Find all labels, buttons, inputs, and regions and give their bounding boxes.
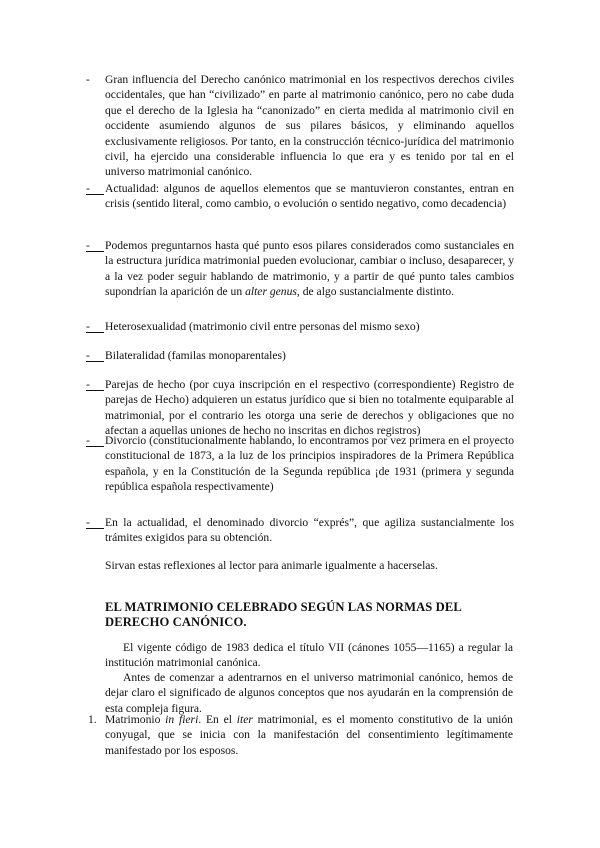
list-item [86,72,514,180]
text-run: matrimonial, es el momento constitutivo de la unión conyugal, que se inicia con la manifestación del consentimiento legítimamente manifestado por los esposos. [105,713,513,757]
list-item [86,348,514,363]
list-item-text: Heterosexualidad (matrimonio civil entre personas del mismo sexo) [105,320,420,333]
list-dash: - [86,348,104,362]
italic-term: iter [236,713,253,726]
list-dash: - [86,515,104,529]
text-run: Podemos preguntarnos hasta qué punto esos pilares considerados como sustanciales en la estructura jurídica matrimonial pueden evolucionar, cambiar o incluso, desaparecer, y a la vez poder seguir hablando de matrimonio, y a partir de qué punto tales cambios supondrían la aparición de un [105,239,514,299]
text-run: Matrimonio [105,713,166,726]
list-item-text [105,238,514,300]
concepts-paragraph: Antes de comenzar a adentrarnos en el universo matrimonial canónico, hemos de dejar claro el significado de algunos conceptos que nos ayudarán en la comprensión de esta compleja figura. [105,671,513,715]
list-item-text: Divorcio (constitucionalmente hablando, lo encontramos por vez primera en el proyecto constitucional de 1873, a la luz de los principios inspiradores de la Primera República española, y en la Constitución de la Segunda república ¡de 1931 (primera y segunda república española respectivamente) [105,434,514,494]
text-run: , de algo sustancialmente distinto. [296,285,455,299]
italic-term: in fieri [165,713,199,726]
list-dash: - [86,73,90,86]
list-item [86,433,514,495]
list-item-text: Actualidad: algunos de aquellos elementos que se mantuvieron constantes, entran en crisis (sentido literal, como cambio, o evolución o sentido negativo, como decadencia) [105,182,514,211]
list-dash: - [86,433,104,447]
list-dash: - [86,319,104,333]
list-item-text: Parejas de hecho (por cuya inscripción en el respectivo (correspondiente) Registro de parejas de Hecho) adquieren un estatus jurídico que si bien no totalmente equiparable al matrimonial, por el contrario les otorga una serie de derechos y obligaciones que no afectan a aquellas uniones de hecho no inscritas en dichos registros) [105,378,514,438]
list-dash: - [86,238,104,252]
italic-term: alter genus [245,285,297,299]
list-item-text: Bilateralidad (familas monoparentales) [105,349,286,362]
list-dash: - [86,181,104,195]
list-item [86,319,514,334]
list-item [86,238,514,300]
list-dash: - [86,377,104,391]
list-item [86,377,514,439]
list-item-text: En la actualidad, el denominado divorcio “exprés”, que agiliza sustancialmente los trámites exigidos para su obtención. [105,516,514,545]
section-heading: EL MATRIMONIO CELEBRADO SEGÚN LAS NORMAS DEL DERECHO CANÓNICO. [105,600,462,629]
list-item [86,515,514,546]
item-number: 1. [88,713,97,726]
numbered-item-text [105,712,513,758]
numbered-item [88,712,513,758]
list-item [86,181,514,212]
closing-sentence: Sirvan estas reflexiones al lector para animarle igualmente a hacerselas. [105,559,438,572]
list-item-text: Gran influencia del Derecho canónico matrimonial en los respectivos derechos civiles occidentales, que han “civilizado” en parte al matrimonio canónico, pero no cabe duda que el derecho de la Iglesia ha “canonizado” en cierta medida al matrimonio civil en occidente asumiendo algunos de sus pilares básicos, y eliminando aquellos exclusivamente religiosos. Por tanto, en la construcción técnico-jurídica del matrimonio civil, ha ejercido una considerable influencia lo que era y es tenido por tal en el universo matrimonial canónico. [105,73,514,179]
intro-paragraph: El vigente código de 1983 dedica el título VII (cánones 1055—1165) a regular la institución matrimonial canónica. [105,641,513,670]
text-run: . En el [198,713,237,726]
